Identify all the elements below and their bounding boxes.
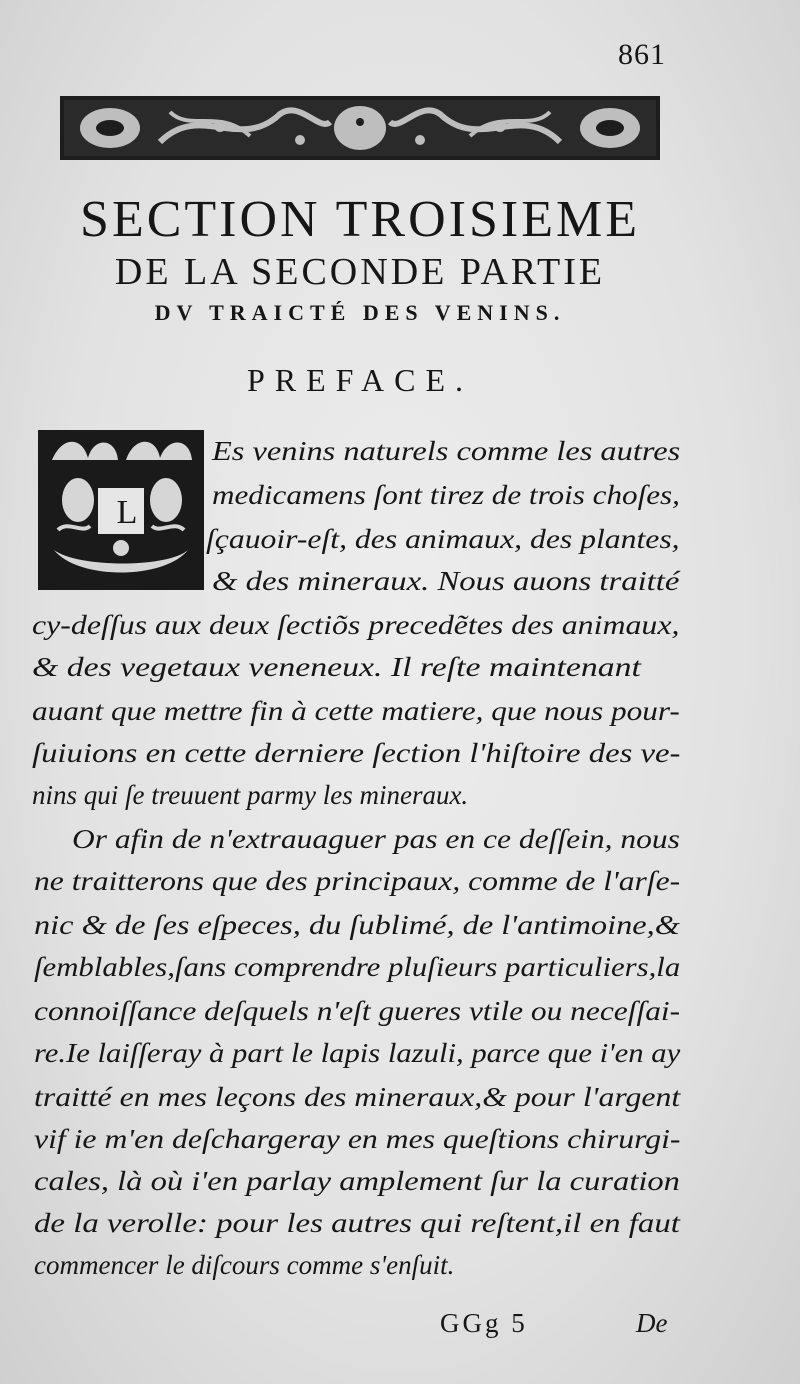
- text-line: & des mineraux. Nous auons traitté: [212, 566, 680, 596]
- text-line: cy-deſſus aux deux ſectiõs precedẽtes des animaux,: [32, 610, 680, 640]
- catchword: De: [636, 1308, 668, 1338]
- text-line: ſemblables,ſans comprendre pluſieurs particuliers,la: [34, 952, 681, 982]
- text-line: re.Ie laiſſeray à part le lapis lazuli, parce que i'en ay: [34, 1038, 681, 1068]
- part-heading: DE LA SECONDE PARTIE: [114, 251, 606, 293]
- text-line: commencer le diſcours comme s'enſuit.: [34, 1250, 455, 1280]
- signature-mark: GGg 5: [440, 1308, 528, 1338]
- initial-letter: L: [116, 494, 138, 531]
- text-line: Es venins naturels comme les autres: [212, 436, 681, 466]
- ornamental-headpiece: [60, 92, 660, 164]
- section-heading: SECTION TROISIEME: [80, 191, 640, 248]
- text-line: Or afin de n'extrauaguer pas en ce deſſein, nous: [72, 824, 680, 854]
- text-line: traitté en mes leçons des mineraux,& pour l'argent: [34, 1082, 681, 1112]
- text-line: ſuiuions en cette derniere ſection l'hiſtoire des ve-: [32, 738, 681, 768]
- text-line: ſçauoir-eſt, des animaux, des plantes,: [206, 524, 680, 554]
- text-line: & des vegetaux veneneux. Il reſte maintenant: [32, 652, 641, 682]
- text-line: connoiſſance deſquels n'eſt gueres vtile ou neceſſai-: [34, 996, 681, 1026]
- text-line: auant que mettre fin à cette matiere, que nous pour-: [32, 696, 680, 726]
- text-line: medicamens ſont tirez de trois choſes,: [212, 480, 680, 510]
- text-line: cales, là où i'en parlay amplement ſur la curation: [34, 1166, 680, 1196]
- text-line: de la verolle: pour les autres qui reſtent,il en faut: [34, 1208, 680, 1238]
- text-line: nins qui ſe treuuent parmy les mineraux.: [32, 780, 469, 810]
- preface-heading: PREFACE.: [246, 362, 474, 398]
- page-number: 861: [618, 38, 666, 71]
- text-line: vif ie m'en deſchargeray en mes queſtions chirurgi-: [34, 1124, 681, 1154]
- treatise-heading: DV TRAICTÉ DES VENINS.: [154, 300, 566, 325]
- text-line: nic & de ſes eſpeces, du ſublimé, de l'antimoine,&: [34, 910, 680, 940]
- text-line: ne traitterons que des principaux, comme de l'arſe-: [34, 866, 681, 896]
